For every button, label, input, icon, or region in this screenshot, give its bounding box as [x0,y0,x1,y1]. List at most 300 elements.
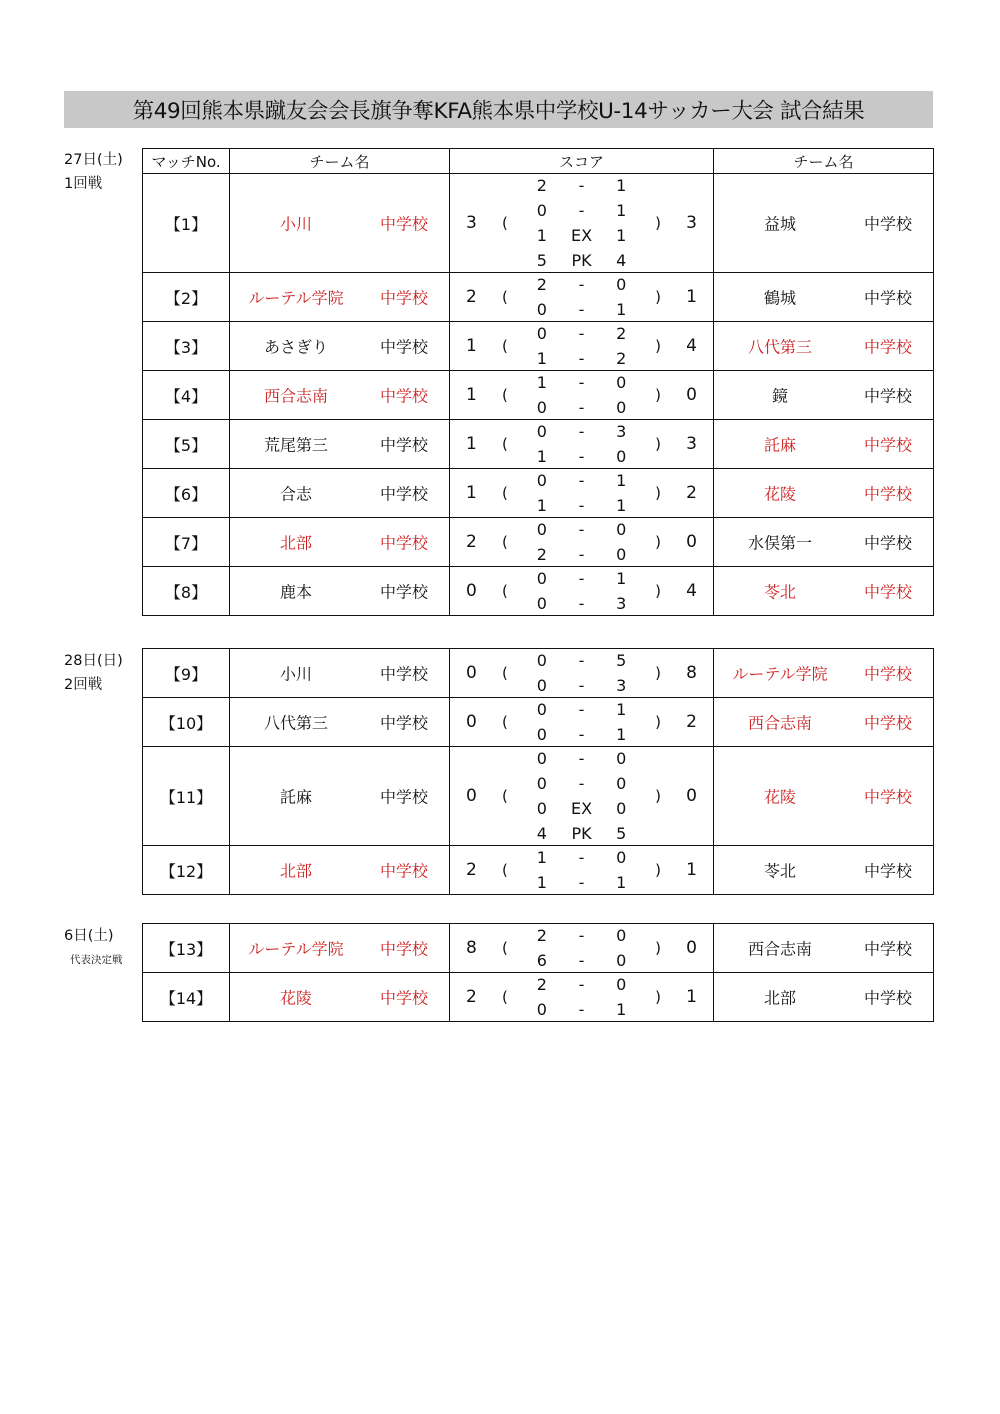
period-scores [522,272,641,322]
open-paren: ( [502,861,508,879]
home-team-cell [230,747,450,846]
period-separator: - [578,471,585,490]
score-box [450,371,713,419]
away-team [714,698,933,746]
away-period-score: 0 [616,520,627,539]
score-box [450,174,713,272]
score-box [450,518,713,566]
match-number: 【1】 [143,174,230,273]
home-team-suffix: 中学校 [380,988,429,1008]
period-row [522,198,641,223]
away-team-cell [714,518,934,567]
period-separator: - [578,545,585,564]
period-row [522,542,641,567]
home-period-score: 0 [536,398,547,417]
period-row [522,948,641,973]
open-paren: ( [502,664,508,682]
home-period-score: 0 [536,799,547,818]
period-separator: - [578,951,585,970]
home-period-score: 1 [536,873,547,892]
away-team [714,924,933,972]
away-period-score: 1 [616,1000,627,1019]
day-label-1 [64,148,123,196]
period-scores [522,173,641,273]
day-round: 1回戦 [64,176,103,192]
period-scores [522,972,641,1022]
period-separator: PK [571,824,592,843]
away-total-score: 2 [686,483,697,503]
score-box [450,698,713,746]
match-row [143,973,934,1022]
page-title: 第49回熊本県蹴友会会長旗争奪KFA熊本県中学校U-14サッカー大会 試合結果 [64,91,933,128]
match-number: 【7】 [143,518,230,567]
open-paren: ( [502,288,508,306]
period-row [522,517,641,542]
score-box [450,273,713,321]
match-row [143,567,934,616]
away-team-suffix: 中学校 [864,386,913,406]
home-period-score: 0 [536,651,547,670]
away-team-suffix: 中学校 [864,582,913,602]
match-row [143,698,934,747]
away-period-score: 3 [616,594,627,613]
period-row [522,972,641,997]
period-separator: - [578,349,585,368]
away-period-score: 0 [616,926,627,945]
home-team-suffix: 中学校 [380,664,429,684]
match-row [143,924,934,973]
away-total-score: 3 [686,213,697,233]
home-team-name: ルーテル学院 [248,939,344,959]
period-row [522,771,641,796]
close-paren: ) [655,664,661,682]
away-period-score: 5 [616,824,627,843]
away-total-score: 0 [686,938,697,958]
away-team [714,649,933,697]
home-total-score: 0 [466,663,477,683]
home-period-score: 2 [536,275,547,294]
home-team [230,973,449,1021]
away-team-cell [714,973,934,1022]
match-row [143,846,934,895]
away-period-score: 0 [616,799,627,818]
away-total-score: 4 [686,581,697,601]
home-team-name: 荒尾第三 [263,435,328,455]
header-team-2: チーム名 [714,149,934,174]
period-row [522,321,641,346]
away-team [714,469,933,517]
period-separator: EX [570,226,593,245]
away-team-cell [714,174,934,273]
open-paren: ( [502,435,508,453]
home-total-score: 2 [466,987,477,1007]
home-team-name: 合志 [279,484,312,504]
away-period-score: 1 [616,226,627,245]
home-total-score: 0 [466,712,477,732]
period-separator: PK [571,251,592,270]
open-paren: ( [502,787,508,805]
away-team-suffix: 中学校 [864,713,913,733]
away-period-score: 1 [616,569,627,588]
period-row [522,272,641,297]
open-paren: ( [502,713,508,731]
score-cell [450,273,714,322]
period-row [522,673,641,698]
period-row [522,845,641,870]
home-period-score: 0 [536,1000,547,1019]
match-row [143,469,934,518]
away-team-cell [714,469,934,518]
score-box [450,469,713,517]
home-team-suffix: 中学校 [380,713,429,733]
match-number: 【2】 [143,273,230,322]
results-table-day-1 [142,148,934,616]
score-box [450,649,713,697]
home-team-cell [230,273,450,322]
open-paren: ( [502,533,508,551]
home-team [230,747,449,845]
match-number: 【11】 [143,747,230,846]
period-row [522,419,641,444]
match-row [143,273,934,322]
away-team [714,420,933,468]
period-separator: - [578,651,585,670]
period-separator: - [578,275,585,294]
close-paren: ) [655,435,661,453]
match-number: 【9】 [143,649,230,698]
away-team-name: 鏡 [771,386,788,406]
home-team-name: あさぎり [263,337,328,357]
period-row [522,370,641,395]
period-scores [522,468,641,518]
home-team-suffix: 中学校 [380,582,429,602]
score-box [450,846,713,894]
home-period-score: 1 [536,373,547,392]
home-total-score: 1 [466,385,477,405]
header-row [143,149,934,174]
period-scores [522,370,641,420]
score-cell [450,567,714,616]
score-box [450,747,713,845]
away-period-score: 3 [616,676,627,695]
score-box [450,924,713,972]
away-total-score: 0 [686,786,697,806]
period-row [522,997,641,1022]
away-period-score: 0 [616,975,627,994]
day-round: 2回戦 [64,677,103,693]
home-team-suffix: 中学校 [380,787,429,807]
home-team-suffix: 中学校 [380,337,429,357]
home-period-score: 2 [536,926,547,945]
home-total-score: 1 [466,434,477,454]
home-team [230,371,449,419]
open-paren: ( [502,337,508,355]
score-cell [450,846,714,895]
match-number: 【6】 [143,469,230,518]
home-team [230,518,449,566]
match-row [143,747,934,846]
away-team-cell [714,747,934,846]
header-match: マッチNo. [143,149,230,174]
home-period-score: 2 [536,545,547,564]
score-box [450,567,713,615]
away-team-name: 西合志南 [747,939,812,959]
home-team-suffix: 中学校 [380,861,429,881]
away-period-score: 0 [616,373,627,392]
open-paren: ( [502,386,508,404]
match-number: 【13】 [143,924,230,973]
home-team-suffix: 中学校 [380,939,429,959]
home-period-score: 0 [536,324,547,343]
results-table-day-2 [142,648,934,895]
home-period-score: 0 [536,725,547,744]
away-team-name: 八代第三 [747,337,812,357]
period-scores [522,845,641,895]
away-total-score: 0 [686,385,697,405]
match-number: 【10】 [143,698,230,747]
period-row [522,566,641,591]
home-period-score: 4 [536,824,547,843]
period-separator: - [578,422,585,441]
period-scores [522,923,641,973]
score-box [450,973,713,1021]
home-period-score: 5 [536,251,547,270]
away-total-score: 2 [686,712,697,732]
match-row [143,174,934,273]
away-team-name: 西合志南 [747,713,812,733]
home-team [230,567,449,615]
match-row [143,649,934,698]
home-period-score: 1 [536,349,547,368]
match-row [143,371,934,420]
home-team [230,649,449,697]
period-scores [522,697,641,747]
score-cell [450,747,714,846]
away-period-score: 1 [616,201,627,220]
period-row [522,697,641,722]
home-period-score: 1 [536,447,547,466]
home-team-cell [230,924,450,973]
away-total-score: 1 [686,987,697,1007]
away-team-cell [714,846,934,895]
home-period-score: 0 [536,749,547,768]
period-separator: - [578,725,585,744]
score-cell [450,924,714,973]
away-team-suffix: 中学校 [864,337,913,357]
away-period-score: 5 [616,651,627,670]
score-cell [450,973,714,1022]
period-scores [522,648,641,698]
away-total-score: 1 [686,287,697,307]
away-team-suffix: 中学校 [864,214,913,234]
day-date: 28日(日) [64,653,123,669]
home-total-score: 1 [466,336,477,356]
away-total-score: 0 [686,532,697,552]
home-team-cell [230,469,450,518]
period-scores [522,419,641,469]
period-separator: - [578,520,585,539]
score-cell [450,698,714,747]
home-team [230,846,449,894]
away-team-cell [714,567,934,616]
home-team-name: 西合志南 [263,386,328,406]
score-cell [450,649,714,698]
away-period-score: 1 [616,873,627,892]
period-separator: - [578,749,585,768]
home-team-cell [230,649,450,698]
match-number: 【14】 [143,973,230,1022]
home-period-score: 6 [536,951,547,970]
home-team-suffix: 中学校 [380,288,429,308]
home-team-name: 託麻 [279,787,312,807]
home-team [230,273,449,321]
match-number: 【8】 [143,567,230,616]
open-paren: ( [502,214,508,232]
period-row [522,468,641,493]
period-row [522,395,641,420]
period-scores [522,517,641,567]
away-team [714,747,933,845]
away-team [714,567,933,615]
away-total-score: 8 [686,663,697,683]
away-team-suffix: 中学校 [864,861,913,881]
close-paren: ) [655,337,661,355]
period-scores [522,566,641,616]
away-period-score: 0 [616,848,627,867]
home-total-score: 2 [466,532,477,552]
away-team-name: 託麻 [763,435,796,455]
away-period-score: 0 [616,951,627,970]
home-total-score: 0 [466,581,477,601]
close-paren: ) [655,214,661,232]
home-team-suffix: 中学校 [380,214,429,234]
period-row [522,346,641,371]
home-team-cell [230,420,450,469]
away-team [714,973,933,1021]
open-paren: ( [502,582,508,600]
home-team-name: 小川 [279,664,312,684]
away-team-name: 苓北 [763,582,796,602]
away-team [714,371,933,419]
period-separator: - [578,873,585,892]
period-separator: EX [570,799,593,818]
away-period-score: 1 [616,471,627,490]
away-period-score: 4 [616,251,627,270]
score-cell [450,322,714,371]
away-team-name: 花陵 [763,484,796,504]
away-period-score: 1 [616,700,627,719]
away-team-suffix: 中学校 [864,435,913,455]
home-team-suffix: 中学校 [380,386,429,406]
day-date: 6日(土) [64,928,114,944]
away-period-score: 0 [616,447,627,466]
day-round: 代表決定戦 [70,954,123,966]
away-team [714,273,933,321]
match-number: 【12】 [143,846,230,895]
close-paren: ) [655,939,661,957]
away-total-score: 3 [686,434,697,454]
home-team-cell [230,846,450,895]
home-total-score: 2 [466,860,477,880]
score-box [450,322,713,370]
period-row [522,821,641,846]
away-team-cell [714,649,934,698]
home-team-name: 花陵 [279,988,312,1008]
home-team-cell [230,567,450,616]
period-row [522,722,641,747]
period-row [522,248,641,273]
away-total-score: 1 [686,860,697,880]
away-period-score: 0 [616,749,627,768]
home-team-cell [230,518,450,567]
period-separator: - [578,324,585,343]
away-total-score: 4 [686,336,697,356]
home-total-score: 1 [466,483,477,503]
match-number: 【5】 [143,420,230,469]
home-team-cell [230,174,450,273]
away-team-suffix: 中学校 [864,533,913,553]
home-period-score: 0 [536,520,547,539]
close-paren: ) [655,386,661,404]
period-separator: - [578,926,585,945]
away-period-score: 2 [616,324,627,343]
period-row [522,444,641,469]
home-period-score: 0 [536,471,547,490]
away-team-name: ルーテル学院 [732,664,828,684]
home-team [230,469,449,517]
period-row [522,923,641,948]
home-total-score: 3 [466,213,477,233]
period-row [522,870,641,895]
score-box [450,420,713,468]
period-separator: - [578,496,585,515]
match-row [143,420,934,469]
home-total-score: 2 [466,287,477,307]
home-team [230,698,449,746]
score-cell [450,420,714,469]
period-separator: - [578,176,585,195]
home-period-score: 0 [536,700,547,719]
period-separator: - [578,700,585,719]
match-number: 【3】 [143,322,230,371]
period-separator: - [578,300,585,319]
close-paren: ) [655,288,661,306]
home-period-score: 0 [536,300,547,319]
open-paren: ( [502,988,508,1006]
period-separator: - [578,569,585,588]
home-team-cell [230,322,450,371]
header-score: スコア [450,149,714,174]
score-cell [450,469,714,518]
score-cell [450,518,714,567]
home-total-score: 8 [466,938,477,958]
score-cell [450,174,714,273]
away-team-name: 北部 [763,988,796,1008]
day-date: 27日(土) [64,152,123,168]
away-period-score: 1 [616,176,627,195]
home-team [230,420,449,468]
close-paren: ) [655,861,661,879]
period-separator: - [578,398,585,417]
period-row [522,796,641,821]
home-period-score: 2 [536,176,547,195]
away-period-score: 0 [616,545,627,564]
away-team-cell [714,371,934,420]
away-team-name: 苓北 [763,861,796,881]
home-team [230,924,449,972]
home-team-suffix: 中学校 [380,435,429,455]
away-team-suffix: 中学校 [864,939,913,959]
